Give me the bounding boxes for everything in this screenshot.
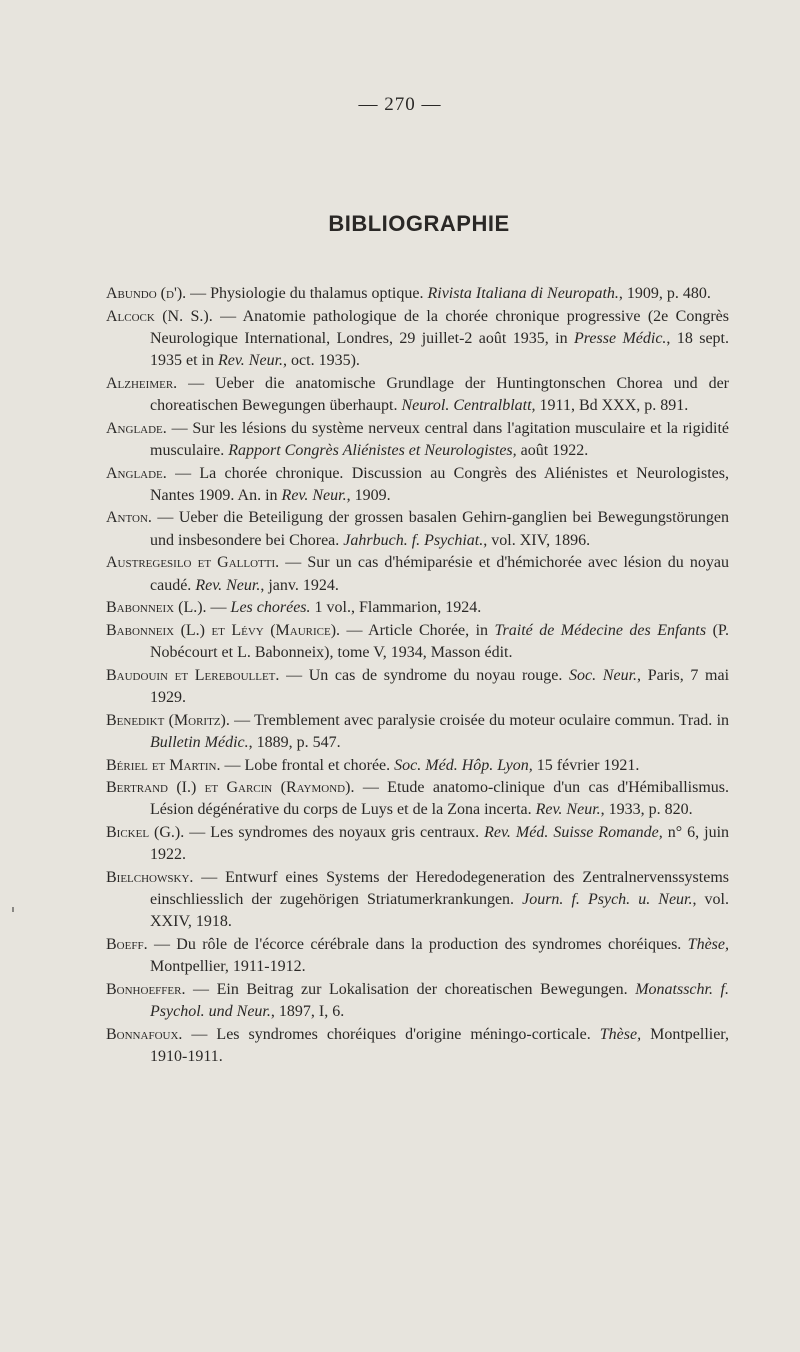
entry-source: Rev. Neur. bbox=[218, 352, 284, 370]
entry-text: , vol. XXIV, 1918. bbox=[150, 891, 729, 931]
entry-text: — Ein Beitrag zur Lokalisation der choreatischen Bewegungen. bbox=[185, 980, 636, 998]
entry-text: — Ueber die Beteiligung der grossen basalen Gehirn-ganglien bei Bewegungstörungen und insbesondere bei Chorea. bbox=[150, 509, 729, 549]
entry-author: Abundo (d'). bbox=[106, 285, 187, 302]
entry-source: Rev. Neur. bbox=[195, 576, 261, 594]
entry-text: , 1933, p. 820. bbox=[600, 801, 693, 819]
entry-author: Bonhoeffer. bbox=[106, 980, 186, 998]
entry-text: — Tremblement avec paralysie croisée du moteur oculaire commun. Trad. in bbox=[229, 711, 730, 729]
entry-text: — Physiologie du thalamus optique. bbox=[186, 285, 428, 302]
entry-source: Rev. Méd. Suisse Romande, bbox=[484, 823, 663, 841]
entry-source: Les chorées. bbox=[230, 599, 311, 617]
bibliography-entry bbox=[106, 1024, 729, 1069]
entry-source: Thèse, bbox=[687, 936, 729, 954]
entry-text: , 1897, I, 6. bbox=[270, 1003, 345, 1021]
entry-author: Boeff. bbox=[106, 936, 148, 954]
bibliography-entry bbox=[106, 507, 729, 552]
bibliography-entry bbox=[106, 822, 729, 867]
entry-text: Montpellier, 1911-1912. bbox=[150, 958, 306, 976]
entry-source: Neurol. Centralblatt, bbox=[401, 397, 536, 415]
entry-text: Montpellier, 1910-1911. bbox=[150, 1025, 729, 1066]
entry-text: — bbox=[206, 599, 231, 617]
entry-text: — Ueber die anatomische Grundlage der Huntingtonschen Chorea und der choreatischen Bewegungen überhaupt. bbox=[150, 374, 729, 415]
entry-text: — Un cas de syndrome du noyau rouge. bbox=[279, 666, 570, 684]
entry-author: Anglade. bbox=[106, 419, 167, 437]
entry-source: Monatsschr. f. Psychol. und Neur. bbox=[150, 980, 729, 1021]
bibliography-entry bbox=[106, 979, 729, 1024]
bibliography-list bbox=[106, 283, 729, 1069]
entry-text: — Lobe frontal et chorée. bbox=[220, 756, 395, 774]
entry-author: Bertrand (I.) et Garcin (Raymond). bbox=[106, 779, 355, 797]
entry-source: Traité de Médecine des Enfants bbox=[494, 621, 707, 639]
entry-text: — Sur un cas d'hémiparésie et d'hémichorée avec lésion du noyau caudé. bbox=[150, 554, 730, 594]
entry-author: Bériel et Martin. bbox=[106, 756, 221, 774]
entry-author: Alcock (N. S.). bbox=[106, 307, 213, 325]
entry-text: — Article Chorée, in bbox=[340, 621, 495, 639]
entry-text: — Du rôle de l'écorce cérébrale dans la production des syndromes choréiques. bbox=[147, 936, 688, 954]
entry-text: — Anatomie pathologique de la chorée chronique progressive (2e Congrès Neurologique International, Londres, 29 juillet-2 août 1935, in bbox=[150, 307, 729, 347]
page-title: BIBLIOGRAPHIE bbox=[328, 211, 510, 236]
bibliography-entry bbox=[106, 306, 729, 373]
bibliography-entry bbox=[106, 418, 729, 463]
entry-text: , 1909. bbox=[346, 486, 391, 504]
entry-source: Rev. Neur. bbox=[281, 486, 347, 504]
bibliography-entry bbox=[106, 665, 729, 710]
entry-source: Journ. f. Psych. u. Neur. bbox=[522, 891, 693, 909]
entry-text: — Etude anatomo-clinique d'un cas d'Hémiballismus. Lésion dégénérative du corps de Luys et de la Zona incerta. bbox=[150, 779, 730, 819]
entry-text: n° 6, juin 1922. bbox=[150, 823, 730, 864]
bibliography-entry bbox=[106, 620, 729, 665]
entry-text: , 18 sept. 1935 et in bbox=[150, 329, 729, 370]
entry-author: Anton. bbox=[106, 509, 152, 527]
entry-author: Austregesilo et Gallotti. bbox=[106, 554, 280, 572]
entry-author: Anglade. bbox=[106, 464, 167, 482]
entry-text: , janv. 1924. bbox=[260, 576, 339, 594]
bibliography-entry bbox=[106, 934, 729, 979]
bibliography-entry bbox=[106, 373, 729, 418]
entry-text: , vol. XIV, 1896. bbox=[483, 531, 591, 549]
entry-source: Bulletin Médic. bbox=[150, 733, 249, 751]
bibliography-entry bbox=[106, 552, 729, 597]
entry-source: Soc. Neur. bbox=[569, 666, 638, 684]
entry-text: — La chorée chronique. Discussion au Congrès des Aliénistes et Neurologistes, Nantes 1909. An. in bbox=[150, 464, 729, 504]
entry-author: Babonneix (L.). bbox=[106, 599, 207, 617]
entry-source: Jahrbuch. f. Psychiat. bbox=[343, 531, 484, 549]
entry-text: 1911, Bd XXX, p. 891. bbox=[535, 397, 689, 415]
entry-author: Baudouin et Lereboullet. bbox=[106, 666, 280, 684]
entry-text: 15 février 1921. bbox=[532, 756, 640, 774]
entry-source: Thèse, bbox=[599, 1025, 642, 1043]
entry-source: Rev. Neur. bbox=[535, 801, 601, 819]
bibliography-entry bbox=[106, 463, 729, 508]
entry-text: — Les syndromes choréiques d'origine méningo-corticale. bbox=[182, 1025, 600, 1043]
entry-author: Benedikt (Moritz). bbox=[106, 711, 230, 729]
entry-text: — Entwurf eines Systems der Heredodegeneration des Zentralnervenssystems einschliesslich der zugehörigen Striatumerkrankungen. bbox=[150, 868, 729, 909]
scan-speck bbox=[12, 907, 14, 912]
entry-source: Rapport Congrès Aliénistes et Neurologistes, bbox=[228, 441, 517, 459]
entry-author: Bonnafoux. bbox=[106, 1025, 183, 1043]
bibliography-entry bbox=[106, 755, 729, 777]
entry-source: Soc. Méd. Hôp. Lyon, bbox=[394, 756, 533, 774]
entry-text: (P. Nobécourt et L. Babonneix), tome V, 1934, Masson édit. bbox=[150, 621, 730, 662]
entry-text: , 1889, p. 547. bbox=[248, 733, 341, 751]
entry-source: Rivista Italiana di Neuropath. bbox=[427, 285, 619, 302]
entry-text: — Les syndromes des noyaux gris centraux. bbox=[184, 823, 485, 841]
bibliography-entry bbox=[106, 283, 729, 305]
entry-author: Bickel (G.). bbox=[106, 823, 185, 841]
entry-text: , oct. 1935). bbox=[283, 352, 360, 370]
entry-author: Babonneix (L.) et Lévy (Maurice). bbox=[106, 621, 341, 639]
bibliography-entry bbox=[106, 777, 729, 822]
bibliography-entry bbox=[106, 710, 729, 755]
entry-author: Alzheimer. bbox=[106, 374, 178, 392]
entry-text: — Sur les lésions du système nerveux central dans l'agitation musculaire et la rigidité musculaire. bbox=[150, 419, 729, 459]
bibliography-entry bbox=[106, 597, 729, 619]
entry-source: Presse Médic. bbox=[573, 329, 667, 347]
entry-text: août 1922. bbox=[516, 441, 589, 459]
entry-text: , 1909, p. 480. bbox=[618, 285, 711, 302]
entry-author: Bielchowsky. bbox=[106, 868, 194, 886]
entry-text: 1 vol., Flammarion, 1924. bbox=[310, 599, 482, 617]
entry-text: , Paris, 7 mai 1929. bbox=[150, 666, 730, 707]
page-number: — 270 — bbox=[358, 94, 442, 115]
bibliography-entry bbox=[106, 867, 729, 934]
